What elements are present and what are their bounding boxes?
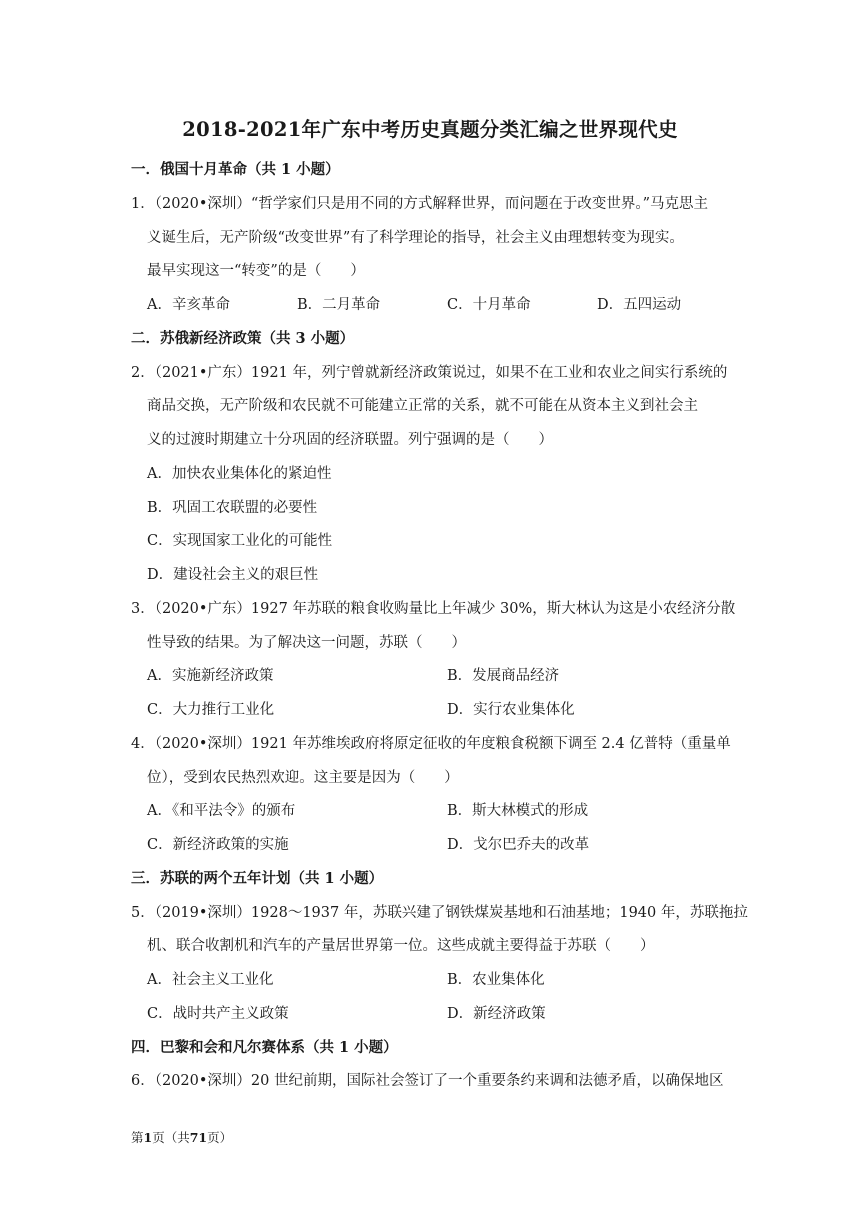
question-6-line-1: 6．（2020•深圳）20 世纪前期，国际社会签订了一个重要条约来调和法德矛盾，以确保地区 [131,1073,724,1089]
question-1-option-b: B．二月革命 [297,297,381,313]
section-heading: 一．俄国十月革命（共 1 小题） [131,161,340,178]
footer-middle: 页（共 [152,1130,190,1145]
current-page-number: 1 [143,1130,153,1145]
question-1-option-a: A．辛亥革命 [147,297,230,313]
question-2-line-2: 商品交换，无产阶级和农民就不可能建立正常的关系，就不可能在从资本主义到社会主 [147,398,698,414]
question-5-option-c: C．战时共产主义政策 [147,1006,289,1022]
question-1-line-2: 义诞生后，无产阶级“改变世界”有了科学理论的指导，社会主义由理想转变为现实。 [147,230,684,246]
question-4-option-c: C．新经济政策的实施 [147,837,289,853]
question-4-line-2: 位），受到农民热烈欢迎。这主要是因为（ ） [147,770,459,786]
question-3-option-c: C．大力推行工业化 [147,702,275,718]
section-heading: 二．苏俄新经济政策（共 3 小题） [131,330,355,347]
question-1-option-d: D．五四运动 [597,297,682,313]
question-3-option-d: D．实行农业集体化 [447,702,575,718]
question-3-line-2: 性导致的结果。为了解决这一问题，苏联（ ） [147,635,466,651]
question-2-option-b: B．巩固工农联盟的必要性 [147,500,318,516]
question-5-option-b: B．农业集体化 [447,972,545,988]
question-3-option-a: A．实施新经济政策 [147,668,274,684]
question-1-line-3: 最早实现这一“转变”的是（ ） [147,263,365,279]
question-4-line-1: 4．（2020•深圳）1921 年苏维埃政府将原定征收的年度粮食税额下调至 2.4 亿普特（重量单 [131,736,731,752]
question-2-option-a: A．加快农业集体化的紧迫性 [147,466,332,482]
question-2-option-d: D．建设社会主义的艰巨性 [147,567,319,583]
question-5-line-1: 5．（2019•深圳）1928～1937 年，苏联兴建了钢铁煤炭基地和石油基地；1940 年，苏联拖拉 [131,905,748,921]
total-page-count: 71 [189,1130,208,1145]
question-5-option-d: D．新经济政策 [447,1006,546,1022]
question-4-option-d: D．戈尔巴乔夫的改革 [447,837,590,853]
question-5-line-2: 机、联合收割机和汽车的产量居世界第一位。这些成就主要得益于苏联（ ） [147,938,655,954]
section-heading: 四．巴黎和会和凡尔赛体系（共 1 小题） [131,1039,398,1056]
question-3-option-b: B．发展商品经济 [447,668,560,684]
document-title: 2018-2021年广东中考历史真题分类汇编之世界现代史 [182,118,678,141]
question-2-option-c: C．实现国家工业化的可能性 [147,533,333,549]
question-3-line-1: 3．（2020•广东）1927 年苏联的粮食收购量比上年减少 30%，斯大林认为这是小农经济分散 [131,601,736,617]
section-heading: 三．苏联的两个五年计划（共 1 小题） [131,870,384,887]
footer-suffix: 页） [207,1130,233,1145]
question-4-option-b: B．斯大林模式的形成 [447,803,589,819]
question-1-option-c: C．十月革命 [447,297,531,313]
question-2-line-1: 2．（2021•广东）1921 年，列宁曾就新经济政策说过，如果不在工业和农业之间实行系统的 [131,365,728,381]
question-1-line-1: 1．（2020•深圳）“哲学家们只是用不同的方式解释世界，而问题在于改变世界。”马克思主 [131,196,709,212]
question-5-option-a: A．社会主义工业化 [147,972,274,988]
page-footer [131,1128,232,1146]
footer-prefix: 第 [131,1130,144,1145]
question-2-line-3: 义的过渡时期建立十分巩固的经济联盟。列宁强调的是（ ） [147,432,553,448]
question-4-option-a: A．《和平法令》的颁布 [147,803,296,819]
